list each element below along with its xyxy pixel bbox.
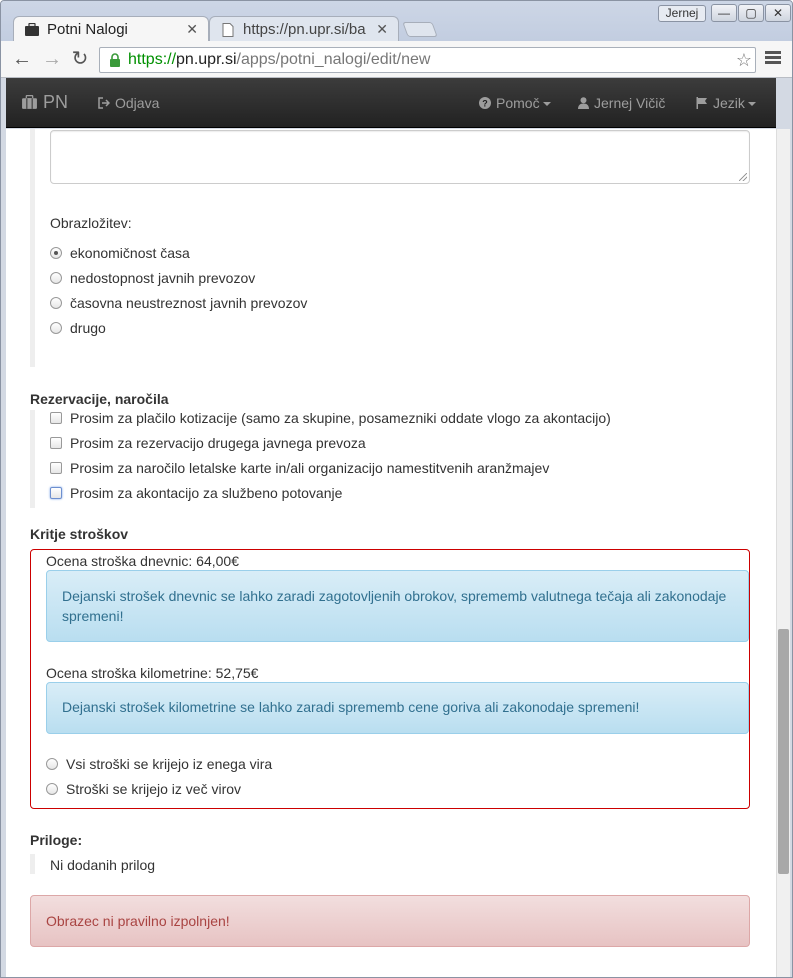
browser-toolbar [1,41,793,78]
radio-label: Stroški se krijejo iz več virov [66,781,242,797]
flag-icon [696,97,708,109]
checkbox[interactable] [50,437,62,449]
language-label: Jezik [713,95,745,111]
checkbox[interactable] [50,462,62,474]
briefcase-icon [21,95,38,110]
checkbox-label: Prosim za plačilo kotizacije (samo za skupine, posamezniki oddate vlogo za akontacijo) [70,410,611,426]
radio-label: ekonomičnost časa [70,245,190,261]
error-alert: Obrazec ni pravilno izpolnjen! [30,895,750,947]
reload-icon[interactable]: ↻ [71,48,89,70]
tab-potni-nalogi[interactable] [13,16,209,42]
justification-label: Obrazložitev: [50,215,132,231]
radio-button[interactable] [50,322,62,334]
checkbox-label: Prosim za rezervacijo drugega javnega prevoza [70,435,366,451]
checkbox-label: Prosim za akontacijo za službeno potovanje [70,485,343,501]
page-icon [220,23,236,37]
radio-button[interactable] [50,247,62,259]
logout-link[interactable] [98,95,159,111]
app-navbar [6,78,776,128]
language-dropdown[interactable] [696,95,756,111]
tab-title: Potni Nalogi [47,21,128,38]
lock-icon [108,53,122,67]
tab-strip [1,1,793,41]
help-label: Pomoč [496,95,540,111]
url-scheme: https:// [128,51,177,68]
costs-panel [30,549,750,809]
page-scrollbar[interactable] [776,129,790,978]
radio-option[interactable] [50,270,255,286]
help-dropdown[interactable] [479,95,551,111]
tab-url[interactable] [209,16,399,42]
radio-option[interactable] [50,320,106,336]
checkbox[interactable] [50,487,62,499]
user-label: Jernej Vičič [594,95,666,111]
window-close-button[interactable]: ✕ [765,4,791,22]
new-tab-button[interactable] [402,22,437,37]
radio-option[interactable] [50,295,307,311]
section-border [30,854,35,874]
tab-title: https://pn.upr.si/ba [243,21,366,38]
radio-label: časovna neustreznost javnih prevozov [70,295,308,311]
section-border [30,129,35,367]
logout-label: Odjava [115,95,160,111]
checkbox-option[interactable] [50,485,342,501]
resize-handle[interactable] [739,173,747,181]
brand-text: PN [43,92,69,112]
maximize-button[interactable]: ▢ [738,4,764,22]
attachments-empty: Ni dodanih prilog [50,857,156,873]
user-icon [578,97,589,109]
checkbox-option[interactable] [50,435,366,451]
address-bar[interactable] [99,47,756,73]
url-path: /apps/potni_nalogi/edit/new [236,51,431,68]
profile-button[interactable]: Jernej [658,5,706,22]
radio-option[interactable] [50,245,190,261]
costs-heading: Kritje stroškov [30,526,129,542]
back-arrow-icon[interactable]: ← [12,48,32,70]
svg-text:?: ? [482,98,488,109]
caret-down-icon [748,102,756,106]
page-content [6,129,776,978]
minimize-button[interactable]: — [711,4,737,22]
radio-option[interactable] [46,781,241,797]
notes-textarea[interactable] [50,130,750,184]
radio-label: Vsi stroški se krijejo iz enega vira [66,756,273,772]
radio-label: drugo [70,320,106,336]
sign-out-icon [98,97,110,109]
checkbox-option[interactable] [50,460,549,476]
daily-estimate: Ocena stroška dnevnic: 64,00€ [46,553,240,569]
forward-arrow-icon[interactable]: → [42,48,62,70]
radio-button[interactable] [50,297,62,309]
caret-down-icon [543,102,551,106]
close-icon[interactable]: ✕ [376,21,388,37]
url-host: pn.upr.si [176,51,237,68]
radio-label: nedostopnost javnih prevozov [70,270,256,286]
checkbox-label: Prosim za naročilo letalske karte in/ali organizacijo namestitvenih aranžmajev [70,460,550,476]
reservations-heading: Rezervacije, naročila [30,391,169,407]
mileage-estimate: Ocena stroška kilometrine: 52,75€ [46,665,259,681]
user-link[interactable] [578,95,665,111]
scrollbar-thumb[interactable] [778,629,789,874]
brand-link[interactable] [21,92,68,113]
bookmark-star-icon[interactable]: ☆ [735,50,752,70]
radio-option[interactable] [46,756,272,772]
attachments-heading: Priloge: [30,832,83,848]
radio-button[interactable] [46,758,58,770]
menu-icon[interactable] [765,51,781,67]
close-icon[interactable]: ✕ [186,21,198,37]
briefcase-icon [24,23,40,37]
radio-button[interactable] [46,783,58,795]
checkbox-option[interactable] [50,410,611,426]
question-circle-icon [479,97,491,109]
checkbox[interactable] [50,412,62,424]
mileage-info-alert: Dejanski strošek kilometrine se lahko zaradi sprememb cene goriva ali zakonodaje spremeni! [46,682,749,734]
daily-info-alert: Dejanski strošek dnevnic se lahko zaradi zagotovljenih obrokov, sprememb valutnega tečaja ali zakonodaje spremeni! [46,570,749,642]
section-border [30,410,35,508]
radio-button[interactable] [50,272,62,284]
